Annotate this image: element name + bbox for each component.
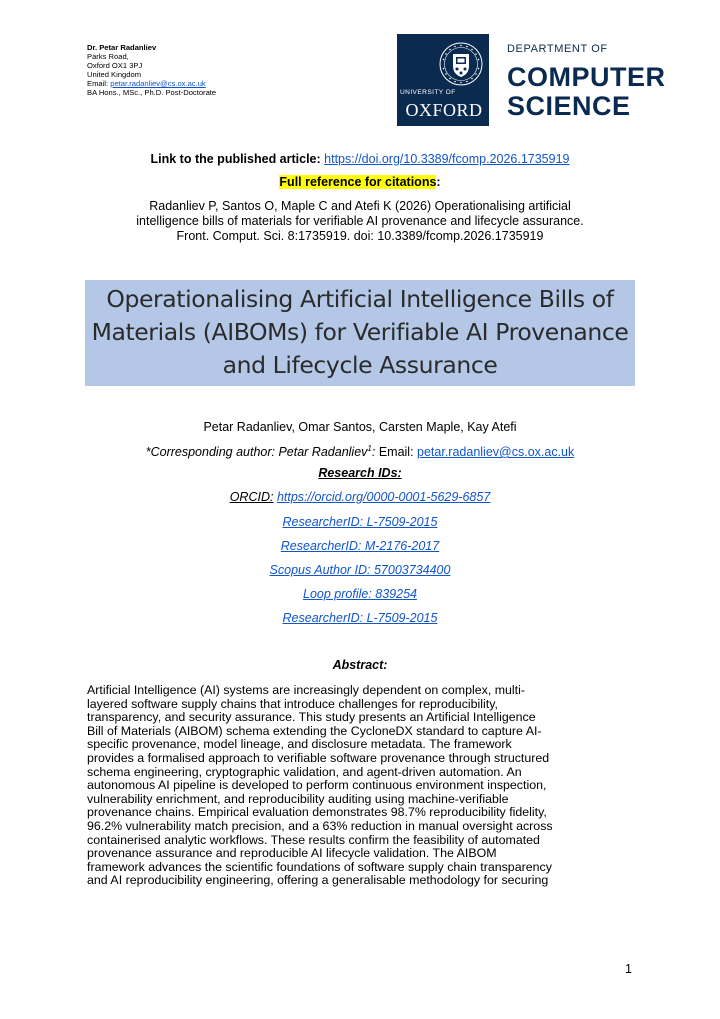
link-label: Link to the published article: (150, 152, 321, 166)
full-reference-label: Full reference for citations (279, 175, 437, 189)
paper-title (85, 283, 635, 382)
logo-department-of: DEPARTMENT OF (507, 43, 608, 55)
title-line: Operationalising Artificial Intelligence Bills of (106, 285, 614, 313)
reference-line: intelligence bills of materials for verifiable AI provenance and lifecycle assurance. (136, 214, 584, 228)
research-id-item (0, 587, 720, 601)
abstract-line: containerised analytic workflows. These results confirm the feasibility of automated (87, 832, 540, 847)
abstract-heading: Abstract: (332, 658, 388, 672)
research-ids-heading: Research IDs: (318, 466, 402, 480)
orcid-link[interactable]: https://orcid.org/0000-0001-5629-6857 (276, 490, 491, 504)
title-line: and Lifecycle Assurance (222, 351, 498, 379)
title-line: Materials (AIBOMs) for Verifiable AI Provenance (91, 318, 629, 346)
research-id-item (0, 611, 720, 625)
reference-line: Front. Comput. Sci. 8:1735919. doi: 10.3389/fcomp.2026.1735919 (176, 229, 544, 243)
abstract-body (87, 684, 647, 888)
logo-science: SCIENCE (507, 91, 631, 121)
research-id-link[interactable]: ResearcherID: M-2176-2017 (280, 539, 440, 553)
address-line: Parks Road, (87, 52, 129, 61)
orcid-line (0, 490, 720, 504)
abstract-line: layered software supply chains that introduce challenges for reproducibility, (87, 696, 498, 711)
abstract-line: transparency, and security assurance. This study presents an Artificial Intelligence (87, 710, 536, 725)
abstract-line: vulnerability enrichment, and reproducibility auditing using machine-verifiable (87, 791, 509, 806)
research-id-link[interactable]: ResearcherID: L-7509-2015 (282, 515, 438, 529)
research-id-link[interactable]: Loop profile: 839254 (303, 587, 417, 601)
research-id-item (0, 563, 720, 577)
abstract-line: Artificial Intelligence (AI) systems are increasingly dependent on complex, multi- (87, 683, 525, 697)
address-line: Oxford OX1 3PJ (87, 61, 143, 70)
full-reference-heading: Full reference for citations: (279, 175, 441, 189)
author-address-block (87, 43, 216, 97)
reference-line: Radanliev P, Santos O, Maple C and Atefi K (2026) Operationalising artificial (149, 199, 571, 213)
abstract-line: provides a formalised approach to verifiable software provenance through structured (87, 750, 550, 765)
logo-oxford: OXFORD (405, 100, 483, 120)
oxford-crest-icon (437, 40, 485, 88)
abstract-line: 96.2% vulnerability match precision, and a 63% reduction in manual oversight across (87, 818, 553, 833)
email-line: Email: petar.radanliev@cs.ox.ac.uk (87, 79, 206, 88)
corresponding-author-label: *Corresponding author: Petar Radanliev$^1$: (145, 444, 376, 460)
abstract-line: Bill of Materials (AIBOM) schema extending the CycloneDX standard to capture AI- (87, 723, 542, 738)
page-number: 1 (625, 962, 632, 976)
logo-university-of: UNIVERSITY OF (400, 89, 456, 96)
research-id-link[interactable]: ResearcherID: L-7509-2015 (282, 611, 438, 625)
author-name: Dr. Petar Radanliev (87, 43, 157, 52)
corresponding-email-link[interactable]: petar.radanliev@cs.ox.ac.uk (417, 445, 575, 460)
abstract-line: provenance assurance and reproducible AI lifecycle validation. The AIBOM (87, 846, 497, 861)
research-id-link[interactable]: Scopus Author ID: 57003734400 (269, 563, 451, 577)
header-email-link[interactable]: petar.radanliev@cs.ox.ac.uk (110, 79, 206, 88)
abstract-line: provenance chains. Empirical evaluation demonstrates 98.7% reproducibility fidelity, (87, 805, 547, 820)
abstract-line: specific provenance, model lineage, and disclosure metadata. The framework (87, 737, 512, 752)
abstract-line: framework advances the scientific foundations of software supply chain transparency (87, 859, 552, 874)
orcid-label: ORCID: (229, 490, 274, 504)
abstract-line: schema engineering, cryptographic validation, and agent-driven automation. An (87, 764, 522, 779)
abstract-line: and AI reproducibility engineering, offering a generalisable methodology for securing (87, 873, 549, 888)
research-id-item (0, 539, 720, 553)
abstract-line: autonomous AI pipeline is developed to perform continuous environment inspection, (87, 778, 547, 793)
published-article-link-line (0, 152, 720, 166)
logo-computer: COMPUTER (507, 62, 666, 92)
degrees-line: BA Hons., MSc., Ph.D. Post-Doctorate (87, 88, 217, 97)
author-list: Petar Radanliev, Omar Santos, Carsten Maple, Kay Atefi (203, 420, 517, 434)
address-line: United Kingdom (87, 70, 142, 79)
doi-link[interactable]: https://doi.org/10.3389/fcomp.2026.1735919 (324, 152, 570, 166)
research-id-item (0, 515, 720, 529)
corresponding-author-line: *Corresponding author: Petar Radanliev$^1$: Email: petar.radanliev@cs.ox.ac.uk (145, 444, 575, 460)
